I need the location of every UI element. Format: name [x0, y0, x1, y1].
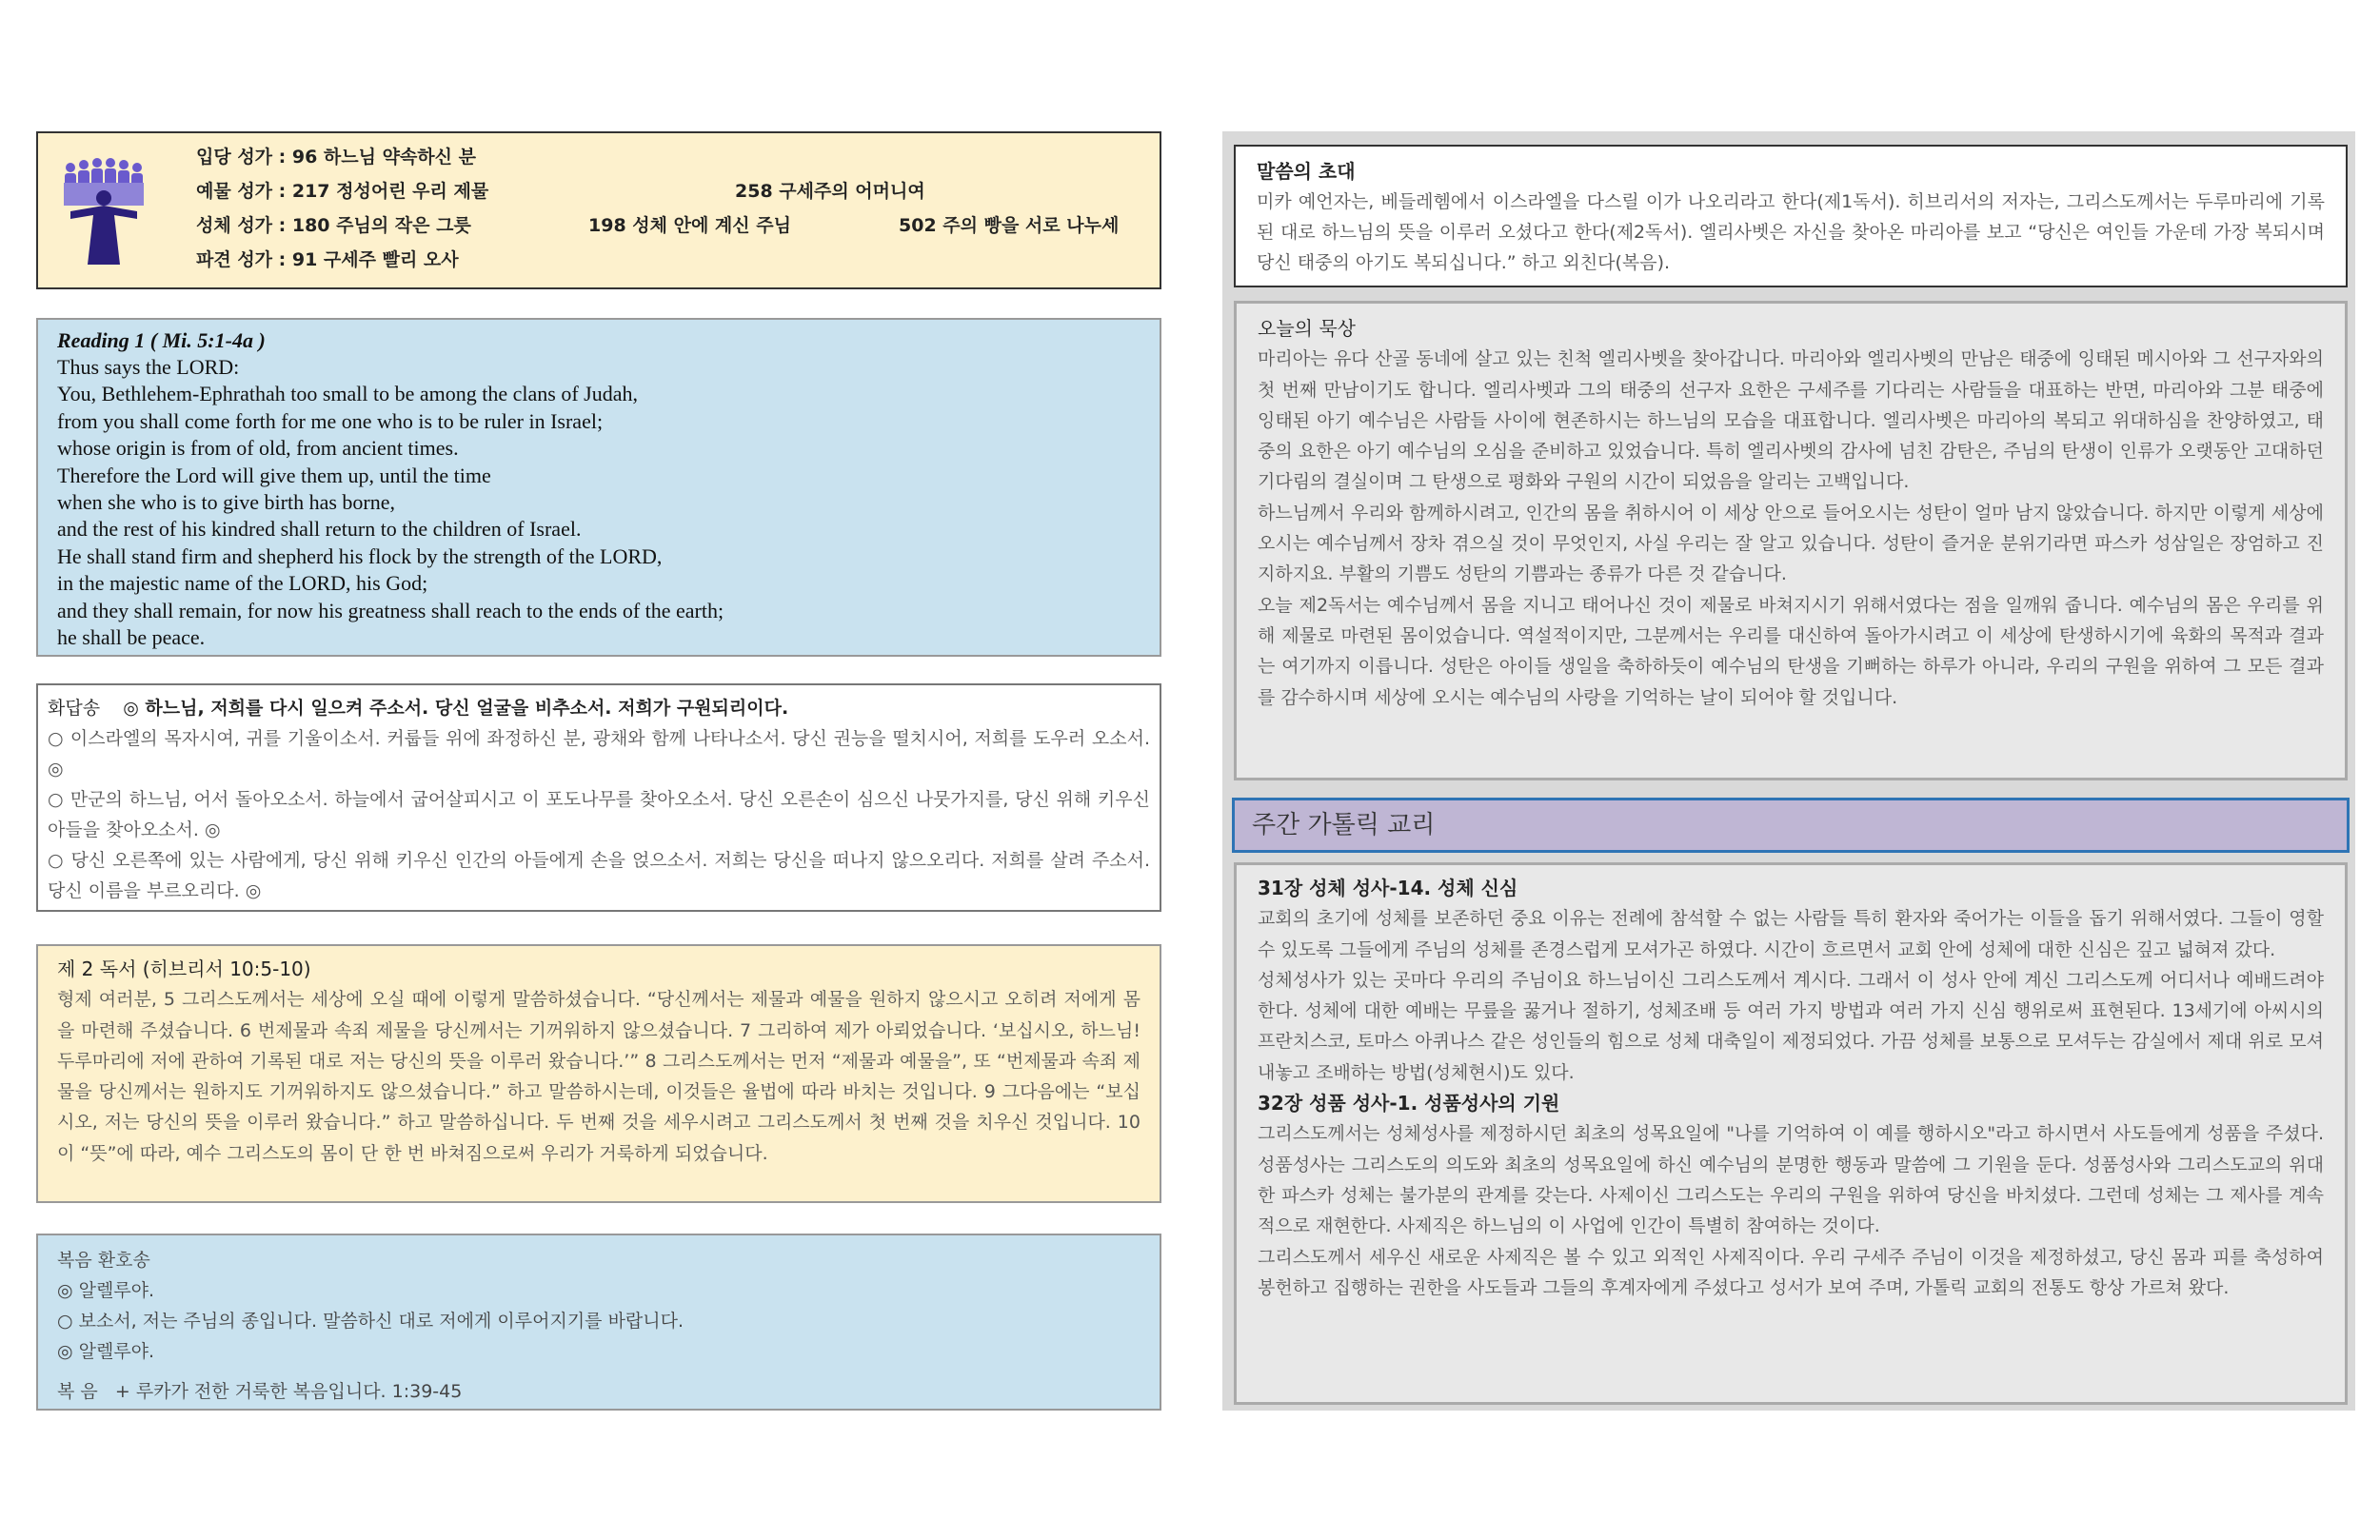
- first-reading-line: Therefore the Lord will give them up, until the time: [57, 463, 491, 487]
- choir-logo-icon: [61, 156, 147, 267]
- acclamation-verse: ○ 보소서, 저는 주님의 종입니다. 말씀하신 대로 저에게 이루어지기를 바랍니다.: [57, 1311, 684, 1332]
- first-reading-title: Reading 1 ( Mi. 5:1-4a ): [57, 328, 266, 352]
- second-reading: [36, 944, 1161, 1203]
- invitation-title: 말씀의 초대: [1257, 160, 1356, 183]
- psalm-verse: ○ 만군의 하느님, 어서 돌아오소서. 하늘에서 굽어살피시고 이 포도나무를 찾아오소서. 당신 오른손이 심으신 나뭇가지를, 당신 위해 키우신 아들을 찾아오소서. ◎: [48, 789, 1150, 840]
- meditation-paragraph: 하느님께서 우리와 함께하시려고, 인간의 몸을 취하시어 이 세상 안으로 들어오시는 성탄이 얼마 남지 않았습니다. 하지만 이렇게 세상에 오시는 예수님께서 장차 겪으실 것이 무엇인지, 사실 우리는 잘 알고 있습니다. 성탄이 즐거운 분위기라면 파스카 성삼일은 장엄하고 진지하지요. 부활의 기쁨도 성탄의 기쁨과는 종류가 다른 것 같습니다.: [1258, 502, 2324, 585]
- first-reading-line: and they shall remain, for now his greatness shall reach to the ends of the earth;: [57, 598, 724, 622]
- psalm-label: 화답송: [48, 698, 101, 719]
- psalm-response: ◎ 하느님, 저희를 다시 일으켜 주소서. 당신 얼굴을 비추소서. 저희가 구원되리이다.: [123, 698, 789, 719]
- meditation-paragraph: 오늘 제2독서는 예수님께서 몸을 지니고 태어나신 것이 제물로 바쳐지시기 위해서였다는 점을 일깨워 줍니다. 예수님의 몸은 우리를 위해 제물로 마련된 몸이었습니다. 역설적이지만, 그분께서는 우리를 대신하여 돌아가시려고 이 세상에 탄생하시기에 육화의 목적과 결과는 여기까지 이릅니다. 성탄은 아이들 생일을 축하하듯이 예수님의 탄생을 기뻐하는 하루가 아니라, 우리의 구원을 위하여 그 모든 결과를 감수하시며 세상에 오시는 예수님의 사랑을 기억하는 날이 되어야 할 것입니다.: [1258, 594, 2324, 708]
- first-reading-line: and the rest of his kindred shall return to the children of Israel.: [57, 517, 582, 542]
- first-reading-line: in the majestic name of the LORD, his God;: [57, 571, 428, 596]
- recessional-hymn: 파견 성가 : 91 구세주 빨리 오사: [196, 249, 459, 270]
- catechism-heading: 주간 가톨릭 교리: [1252, 811, 1436, 839]
- invitation-body: 미카 예언자는, 베들레헴에서 이스라엘을 다스릴 이가 나오리라고 한다(제1독서). 히브리서의 저자는, 그리스도께서는 두루마리에 기록된 대로 하느님의 뜻을 이루러 오셨다고 한다(제2독서). 엘리사벳은 자신을 찾아온 마리아를 보고 “당신은 여인들 가운데 가장 복되시며 당신 태중의 아기도 복되십니다.” 하고 외친다(복음).: [1257, 191, 2325, 273]
- catechism-heading-bar: [1232, 798, 2350, 853]
- word-invitation: [1234, 145, 2348, 287]
- communion-hymn: 성체 성가 : 180 주님의 작은 그릇: [196, 215, 471, 236]
- acclamation-title: 복음 환호송: [57, 1250, 150, 1271]
- first-reading-line: whose origin is from of old, from ancient times.: [57, 436, 459, 461]
- gospel-reference: 복 음 + 루카가 전한 거룩한 복음입니다. 1:39-45: [57, 1381, 463, 1402]
- gospel-acclamation: [36, 1234, 1161, 1411]
- meditation-title: 오늘의 묵상: [1258, 317, 1356, 340]
- meditation-paragraph: 마리아는 유다 산골 동네에 살고 있는 친척 엘리사벳을 찾아갑니다. 마리아와 엘리사벳의 만남은 태중에 잉태된 메시아와 그 선구자와의 첫 번째 만남이기도 합니다. 엘리사벳과 그의 태중의 선구자 요한은 구세주를 기다리는 사람들을 대표하는 반면, 마리아와 그분 태중에 잉태된 아기 예수님은 사람들 사이에 현존하시는 하느님의 모습을 대표합니다. 엘리사벳은 마리아의 복되고 위대하심을 찬양하였고, 태중의 요한은 아기 예수님의 오심을 준비하고 있었습니다. 특히 엘리사벳의 감사에 넘친 감탄은, 주님의 탄생이 인류가 오랫동안 고대하던 기다림의 결실이며 그 탄생으로 평화와 구원의 시간이 되었음을 알리는 고백입니다.: [1258, 348, 2324, 493]
- todays-meditation: [1234, 301, 2348, 780]
- first-reading-line: You, Bethlehem-Ephrathah too small to be among the clans of Judah,: [57, 382, 638, 406]
- catechism-paragraph: 성체성사가 있는 곳마다 우리의 주님이요 하느님이신 그리스도께서 계시다. 그래서 이 성사 안에 계신 그리스도께 어디서나 예배드려야 한다. 성체에 대한 예배는 무릎을 꿇거나 절하기, 성체조배 등 여러 가지 방법과 여러 가지 신심 행위로써 표현된다. 13세기에 아씨시의 프란치스코, 토마스 아퀴나스 같은 성인들의 힘으로 성체 대축일이 제정되었다. 가끔 성체를 보통으로 모셔두는 감실에서 제대 위로 모셔 내놓고 조배하는 방법(성체현시)도 있다.: [1258, 969, 2324, 1083]
- catechism-paragraph: 그리스도께서 세우신 새로운 사제직은 볼 수 있고 외적인 사제직이다. 우리 구세주 주님이 이것을 제정하셨고, 당신 몸과 피를 축성하여 봉헌하고 집행하는 권한을 사도들과 그들의 후계자에게 주셨다고 성서가 보여 주며, 가톨릭 교회의 전통도 항상 가르쳐 왔다.: [1258, 1246, 2324, 1298]
- psalm-title: [48, 693, 1150, 723]
- entrance-hymn: 입당 성가 : 96 하느님 약속하신 분: [196, 147, 476, 168]
- catechism-section-title: 32장 성품 성사-1. 성품성사의 기원: [1258, 1092, 1560, 1116]
- catechism-section-title: 31장 성체 성사-14. 성체 신심: [1258, 877, 1518, 899]
- catechism-paragraph: 교회의 초기에 성체를 보존하던 중요 이유는 전례에 참석할 수 없는 사람들 특히 환자와 죽어가는 이들을 돕기 위해서였다. 그들이 영할 수 있도록 그들에게 주님의 성체를 존경스럽게 모셔가곤 하였다. 시간이 흐르면서 교회 안에 성체에 대한 신심은 깊고 넓혀져 갔다.: [1258, 908, 2324, 960]
- offertory-hymn-2: 258 구세주의 어머니여: [735, 181, 925, 202]
- first-reading-line: when she who is to give birth has borne,: [57, 490, 395, 515]
- offertory-hymn: 예물 성가 : 217 정성어린 우리 제물: [196, 181, 489, 202]
- first-reading-line: Thus says the LORD:: [57, 355, 240, 379]
- alleluia-line: ◎ 알렐루야.: [57, 1280, 155, 1301]
- first-reading-line: from you shall come forth for me one who is to be ruler in Israel;: [57, 408, 604, 433]
- psalm-verse: ○ 이스라엘의 목자시여, 귀를 기울이소서. 커룹들 위에 좌정하신 분, 광채와 함께 나타나소서. 당신 권능을 떨치시어, 저희를 도우러 오소서. ◎: [48, 728, 1150, 780]
- communion-hymn-2: 198 성체 안에 계신 주님: [588, 215, 791, 236]
- psalm-verse: ○ 당신 오른쪽에 있는 사람에게, 당신 위해 키우신 인간의 아들에게 손을 얹으소서. 저희는 당신을 떠나지 않으오리다. 저희를 살려 주소서. 당신 이름을 부르오리다. ◎: [48, 850, 1150, 901]
- hymns-box: [36, 131, 1161, 289]
- responsorial-psalm: [36, 683, 1161, 912]
- catechism-content: [1234, 862, 2348, 1405]
- second-reading-title: 제 2 독서 (히브리서 10:5-10): [57, 958, 311, 980]
- alleluia-line: ◎ 알렐루야.: [57, 1341, 155, 1362]
- first-reading-line: He shall stand firm and shepherd his flock by the strength of the LORD,: [57, 543, 663, 568]
- catechism-paragraph: 그리스도께서는 성체성사를 제정하시던 최초의 성목요일에 "나를 기억하여 이 예를 행하시오"라고 하시면서 사도들에게 성품을 주셨다. 성품성사는 그리스도의 의도와 최초의 성목요일에 하신 예수님의 분명한 행동과 말씀에 그 기원을 둔다. 성품성사와 그리스도교의 위대한 파스카 성체는 불가분의 관계를 갖는다. 사제이신 그리스도는 우리의 구원을 위하여 당신을 바치셨다. 그런데 성체는 그 제사를 계속적으로 재현한다. 사제직은 하느님의 이 사업에 인간이 특별히 참여하는 것이다.: [1258, 1123, 2324, 1237]
- first-reading: [36, 318, 1161, 657]
- second-reading-body: 형제 여러분, 5 그리스도께서는 세상에 오실 때에 이렇게 말씀하셨습니다. “당신께서는 제물과 예물을 원하지 않으시고 오히려 저에게 몸을 마련해 주셨습니다. 6 번제물과 속죄 제물을 당신께서는 기꺼워하지 않으셨습니다. 7 그리하여 제가 아뢰었습니다. ‘보십시오, 하느님! 두루마리에 저에 관하여 기록된 대로 저는 당신의 뜻을 이루러 왔습니다.’” 8 그리스도께서는 먼저 “제물과 예물을”, 또 “번제물과 속죄 제물을 당신께서는 원하지도 기꺼워하지도 않으셨습니다.” 하고 말씀하시는데, 이것들은 율법에 따라 바치는 것입니다. 9 그다음에는 “보십시오, 저는 당신의 뜻을 이루러 왔습니다.” 하고 말씀하십니다. 두 번째 것을 세우시려고 그리스도께서 첫 번째 것을 치우신 것입니다. 10 이 “뜻”에 따라, 예수 그리스도의 몸이 단 한 번 바쳐짐으로써 우리가 거룩하게 되었습니다.: [57, 989, 1140, 1164]
- first-reading-line: he shall be peace.: [57, 625, 206, 650]
- communion-hymn-3: 502 주의 빵을 서로 나누세: [899, 215, 1120, 236]
